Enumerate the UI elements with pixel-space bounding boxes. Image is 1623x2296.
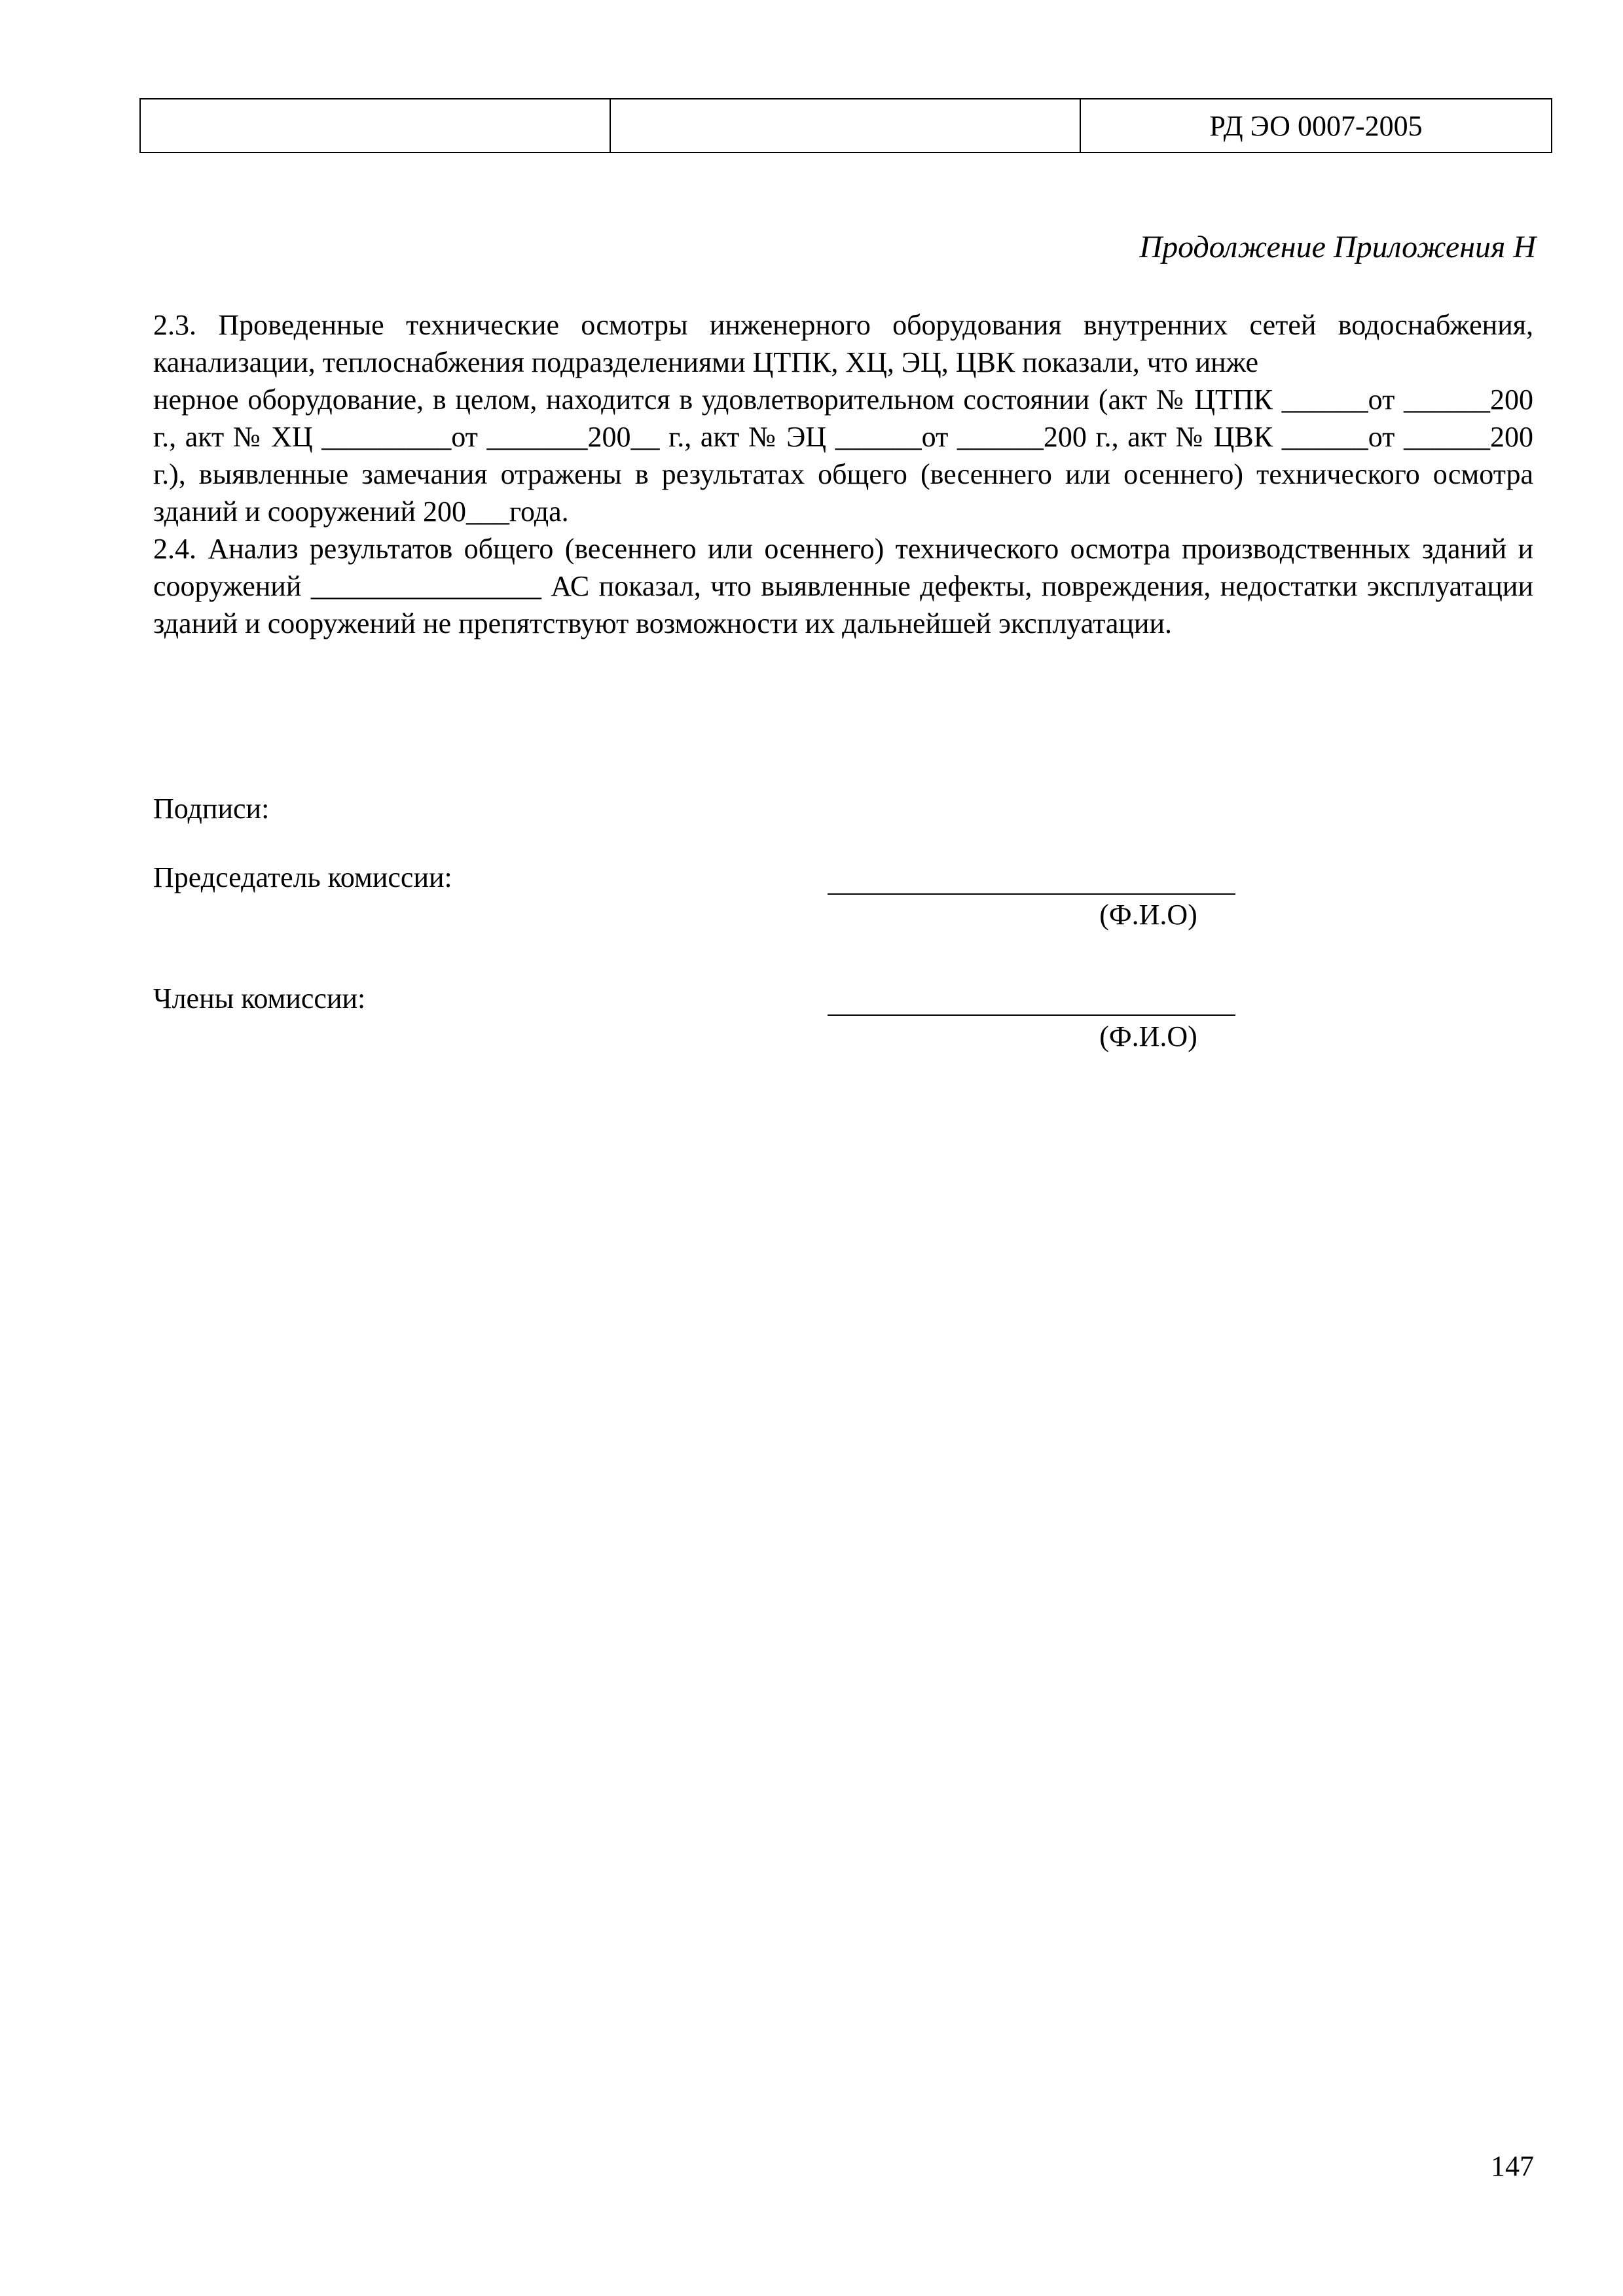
members-name-caption: (Ф.И.О) [1099,1020,1197,1052]
header-table [139,98,1552,153]
chairman-name-caption: (Ф.И.О) [1099,899,1197,931]
header-cell-empty-2 [610,99,1080,152]
document-code: РД ЭО 0007-2005 [1080,99,1552,152]
chairman-signature-line [828,893,1235,895]
page-number: 147 [1491,2150,1534,2182]
paragraph-2-3-part-1: 2.3. Проведенные технические осмотры инженерного оборудования внутренних сетей водоснабжения, канализации, теплоснабжения подразделениями ЦТПК, ХЦ, ЭЦ, ЦВК показали, что инже [153,309,1533,378]
signatures-title: Подписи: [153,793,270,825]
paragraph-2-3-part-2: нерное оборудование, в целом, находится в удовлетворительном состоянии (акт № ЦТПК ______от ______200 г., акт № ХЦ _________от _______200__ г., акт № ЭЦ ______от ______200 г., акт № ЦВК ______от ______200 г.), выявленные замечания отражены в результатах общего (весеннего или осеннего) технического осмотра зданий и сооружений 200___года. [153,384,1533,528]
document-body [153,306,1533,642]
paragraph-2-4: 2.4. Анализ результатов общего (весеннего или осеннего) технического осмотра производственных зданий и сооружений ________________ АС показал, что выявленные дефекты, повреждения, недостатки эксплуатации зданий и сооружений не препятствуют возможности их дальнейшей эксплуатации. [153,533,1533,639]
header-row [140,99,1552,152]
chairman-label: Председатель комиссии: [153,861,452,893]
header-cell-empty-1 [140,99,610,152]
appendix-continuation-note: Продолжение Приложения Н [1139,230,1536,264]
members-signature-line [828,1014,1235,1016]
members-label: Члены комиссии: [153,982,366,1014]
